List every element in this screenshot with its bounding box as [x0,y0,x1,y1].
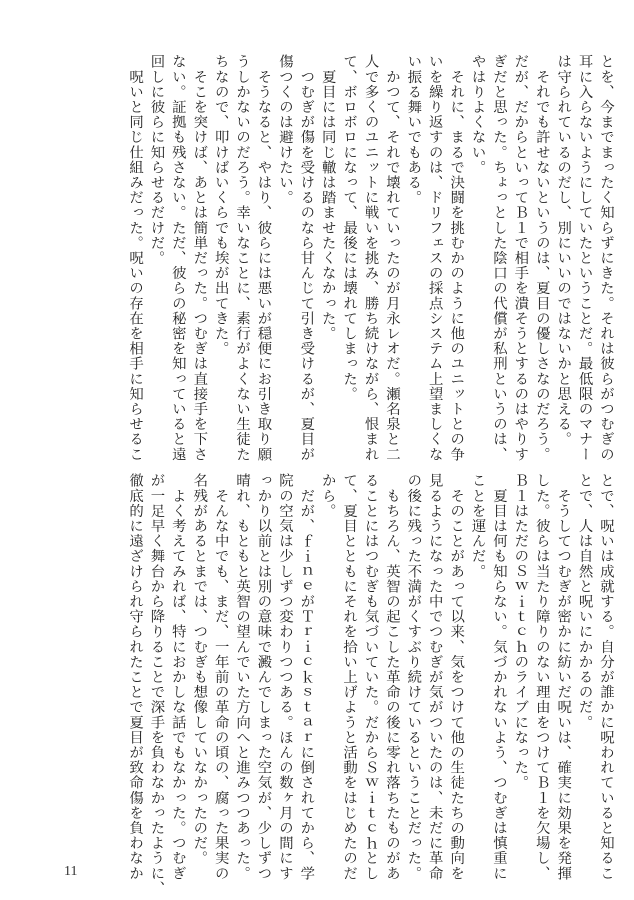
text-line: 見るようになった中でつむぎが気がついたのは、未だに革命 [426,473,443,881]
text-line: とを、今までまったく知らずにきた。それは彼らがつむぎの [598,54,614,462]
text-line: 傷つくのは避けたい。 [276,54,293,205]
text-line: 院の空気は少しずつ変わりつつある。ほんの数ヶ月の間にす [276,473,293,881]
text-line: つむぎが傷を受けるのなら甘んじて引き受けるが、夏目が [298,54,315,462]
text-line: Ｂ１はただのＳｗｉｔｃｈのライブになった。 [512,473,529,791]
text-line: て、ボロボロになって、最後には壊れてしまった。 [341,54,358,402]
text-line: 徹底的に遠ざけられ守られたことで夏目が致命傷を負わなか [127,473,144,881]
upper-text-block [127,54,616,462]
text-line: だが、ｆｉｎｅがＴｒｉｃｋｓｔａｒに倒されてから、学 [298,473,315,881]
text-line: そこを突けば、あとは簡単だった。つむぎは直接手を下さ [191,54,208,462]
text-line: 晴れ、もともと英智の望んでいた方向へと進みつつあった。 [234,473,251,881]
text-line: そうしてつむぎが密かに紡いだ呪いは、確実に効果を発揮 [555,473,572,881]
text-line: 耳に入らないようにしていたということだ。最低限のマナー [576,54,593,462]
text-line: の後に残った不満がくすぶり続けているということだった。 [405,473,422,881]
text-line: 名残があるとまでは、つむぎも想像していなかったのだ。 [191,473,208,866]
text-line: よく考えてみれば、特におかしな話でもなかった。つむぎ [169,473,186,881]
text-line: 人で多くのユニットに戦いを挑み、勝ち続けながら、恨まれ [362,54,379,462]
text-line: 夏目は何も知らない。気づかれないよう、つむぎは慎重に [490,473,507,881]
text-line: そうなると、やはり、彼らには悪いが穏便にお引き取り願 [255,54,272,462]
page-number: 11 [64,864,78,879]
text-line: かつて、それで壊れていったのが月永レオだ。瀬名泉と二 [383,54,400,462]
text-line: が一足早く舞台から降りることで深手を負わなかったように、 [148,473,165,896]
text-line: っかり以前とは別の意味で澱んでしまった空気が、少しずつ [255,473,272,881]
text-line: やはりよくない。 [469,54,486,175]
text-line: から。 [319,473,336,519]
lower-text-block [127,473,616,896]
text-line: いを繰り返すのは、ドリフェスの採点システム上望ましくな [426,54,443,462]
text-line: ることにはつむぎも気づいていた。だからＳｗｉｔｃｈとし [362,473,379,881]
text-line: 夏目には同じ轍は踏ませたくなかった。 [319,54,336,341]
text-line: ない。証拠も残さない。ただ、彼らの秘密を知っていると遠 [169,54,186,462]
text-line: て、夏目とともにそれを拾い上げようと活動をはじめたのだ [341,473,358,881]
text-line: ことを運んだ。 [469,473,486,579]
text-line: そんな中でも、まだ、一年前の革命の頃の、腐った果実の [212,473,229,881]
text-line: だが、だからといってＢ１で相手を潰そうとするのはやりす [512,54,529,462]
text-line: とで、呪いは成就する。自分が誰かに呪われていると知るこ [598,473,614,881]
text-line: い振る舞いでもある。 [405,54,422,205]
text-line: もちろん、英智の起こした革命の後に零れ落ちたものがあ [383,473,400,881]
text-line: そのことがあって以来、気をつけて他の生徒たちの動向を [448,473,465,881]
text-line: うしかないのだろう。幸いなことに、素行がよくない生徒た [234,54,251,462]
text-line: それでも許せないというのは、夏目の優しさなのだろう。 [533,54,550,462]
text-line: は守られているのだし、別にいいのではないかと思える。 [555,54,572,447]
text-line: ちなので、叩けばいくらでも埃が出てきた。 [212,54,229,356]
text-line: それに、まるで決闘を挑むかのように他のユニットとの争 [448,54,465,462]
text-line: 呪いと同じ仕組みだった。呪いの存在を相手に知らせるこ [127,54,144,462]
text-line: 回しに彼らに知らせるだけだ。 [148,54,165,266]
text-line: とで、人は自然と呪いにかかるのだ。 [576,473,593,730]
text-line: した。彼らは当たり障りのない理由をつけてＢ１を欠場し、 [533,473,550,881]
text-line: ぎだと思った。ちょっとした陰口の代償が私刑というのは、 [490,54,507,462]
